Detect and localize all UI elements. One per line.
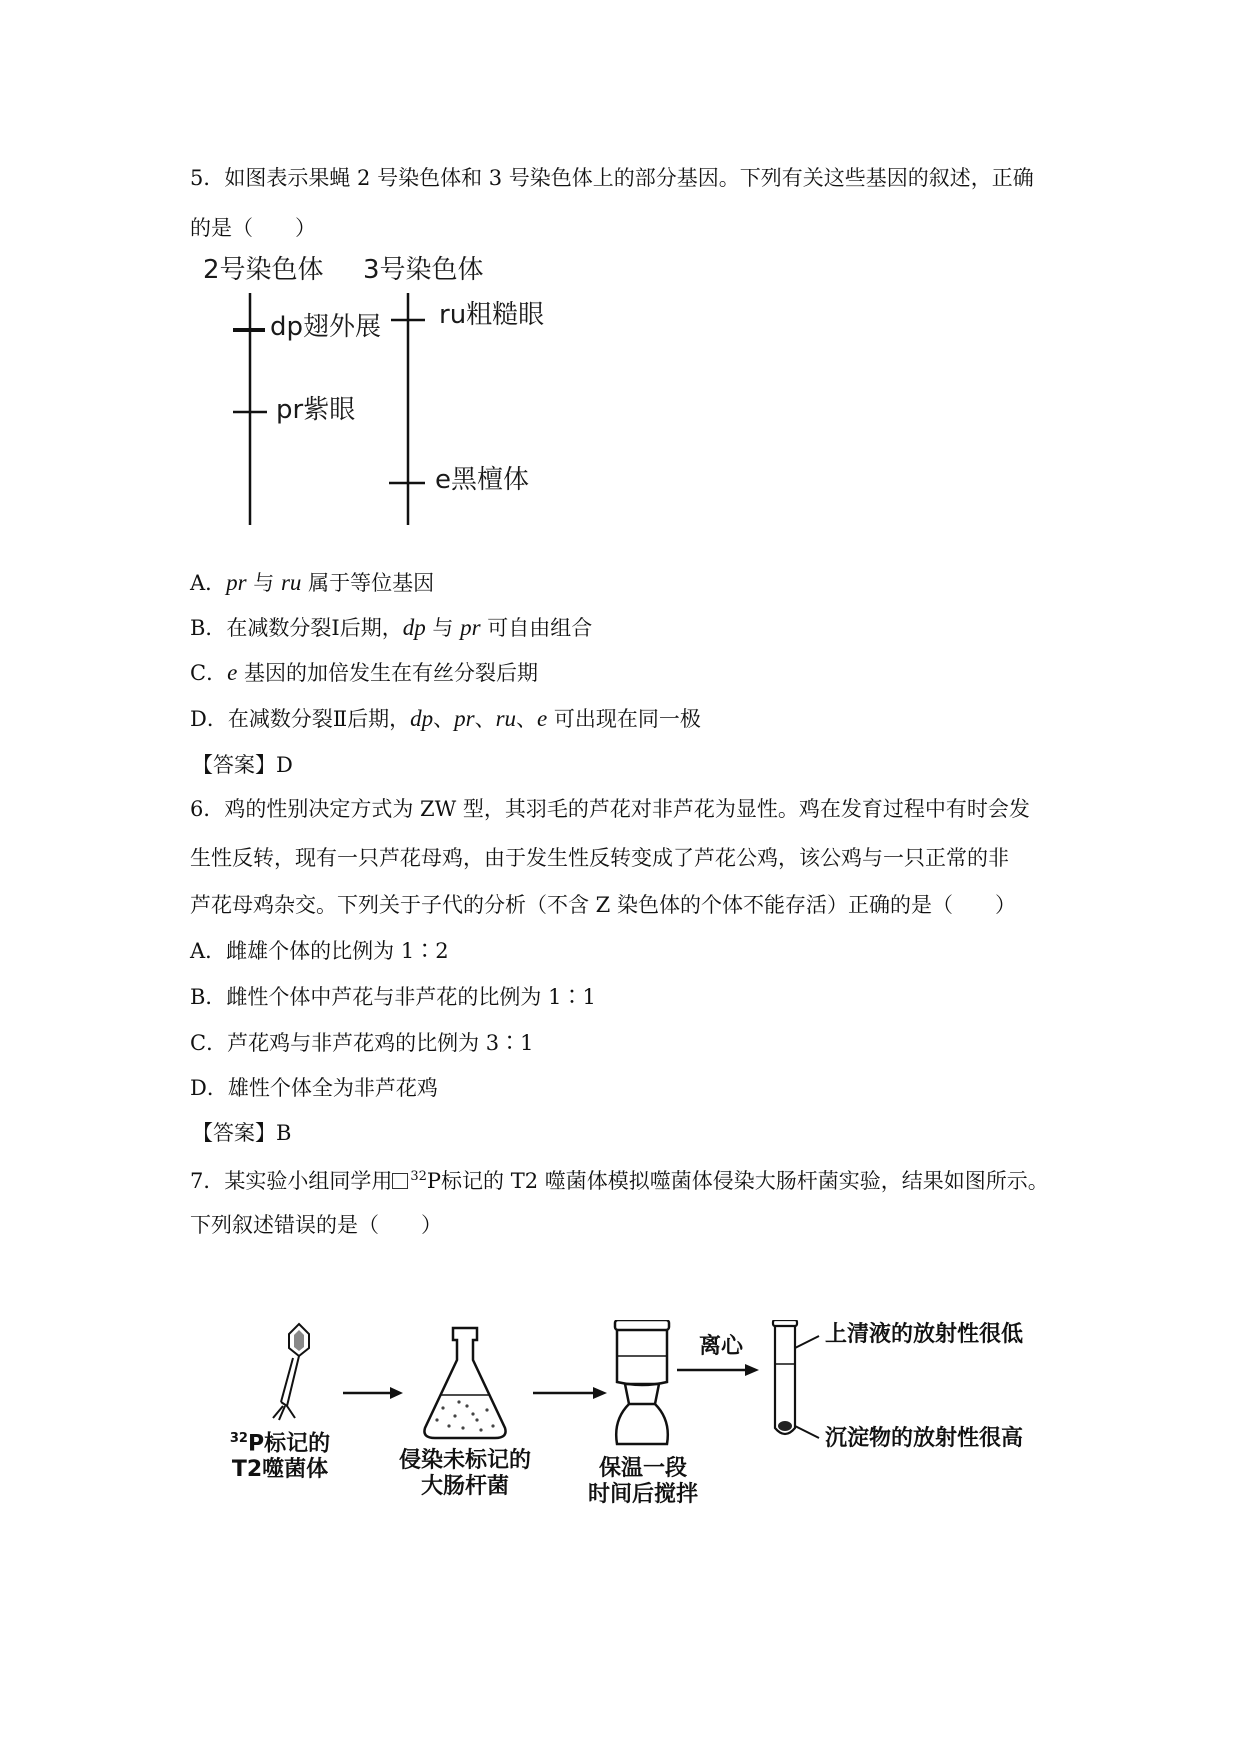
flask-icon [424, 1328, 505, 1438]
q6-stem-line1: 6．鸡的性别决定方式为 ZW 型，其羽毛的芦花对非芦花为显性。鸡在发育过程中有时会发 [190, 797, 1030, 821]
gene-label-dp: dp翅外展 [270, 312, 382, 342]
arrow-1-icon [343, 1387, 403, 1399]
supernatant-label: 上清液的放射性很低 [825, 1322, 1024, 1347]
gene-label-ru: ru粗糙眼 [439, 300, 545, 330]
q6-option-b: B．雌性个体中芦花与非芦花的比例为 1∶1 [190, 985, 596, 1009]
q6-answer: 【答案】B [192, 1121, 292, 1145]
sediment-pointer [795, 1426, 819, 1438]
q6-option-c: C．芦花鸡与非芦花鸡的比例为 3∶1 [190, 1031, 534, 1055]
test-tube-icon [773, 1320, 797, 1434]
centrifuge-label: 离心 [699, 1334, 744, 1359]
arrow-3-icon [677, 1364, 759, 1376]
q5-option-a: A．pr 与 ru 属于等位基因 [190, 570, 435, 595]
gene-label-pr: pr紫眼 [276, 395, 356, 425]
q5-answer: 【答案】D [192, 753, 293, 777]
q5-stem-line2: 的是（ ） [190, 216, 316, 240]
q6-option-d: D．雄性个体全为非芦花鸡 [190, 1076, 438, 1100]
q6-option-a: A．雌雄个体的比例为 1∶2 [190, 939, 449, 963]
sediment-label: 沉淀物的放射性很高 [825, 1426, 1024, 1451]
q5-option-d: D．在减数分裂Ⅱ后期，dp、pr、ru、e 可出现在同一极 [190, 706, 701, 731]
blender-icon [615, 1320, 669, 1444]
arrow-2-icon [533, 1387, 607, 1399]
gene-label-e: e黑檀体 [435, 465, 529, 495]
q6-stem-line2: 生性反转，现有一只芦花母鸡，由于发生性反转变成了芦花公鸡，该公鸡与一只正常的非 [190, 846, 1009, 870]
q5-option-c: C．e 基因的加倍发生在有丝分裂后期 [190, 660, 538, 685]
chromosome-3-title: 3号染色体 [363, 255, 484, 285]
chromosome-2-title: 2号染色体 [203, 255, 324, 285]
q7-stem-line2: 下列叙述错误的是（ ） [190, 1213, 442, 1237]
blender-caption: 保温一段 时间后搅拌 [587, 1456, 698, 1507]
phage-icon [273, 1324, 309, 1420]
q7-stem-line1: 7．某实验小组同学用 $^{32}$P标记的 T2 噬菌体模拟噬菌体侵染大肠杆菌实验，结果如图所示。 [190, 1169, 1049, 1193]
experiment-figure [215, 1320, 1024, 1520]
chromosome-figure [195, 255, 575, 535]
q5-stem-line1: 5．如图表示果蝇 2 号染色体和 3 号染色体上的部分基因。下列有关这些基因的叙述，正确 [190, 166, 1034, 190]
phage-caption: $^{32}$P标记的 T2噬菌体 [229, 1431, 331, 1483]
placeholder-box-icon [392, 1173, 408, 1189]
supernatant-pointer [795, 1336, 819, 1348]
q6-stem-line3: 芦花母鸡杂交。下列关于子代的分析（不含 Z 染色体的个体不能存活）正确的是（ ） [190, 893, 1016, 917]
flask-caption: 侵染未标记的 大肠杆菌 [398, 1448, 531, 1499]
q5-option-b: B．在减数分裂Ⅰ后期，dp 与 pr 可自由组合 [190, 615, 593, 640]
